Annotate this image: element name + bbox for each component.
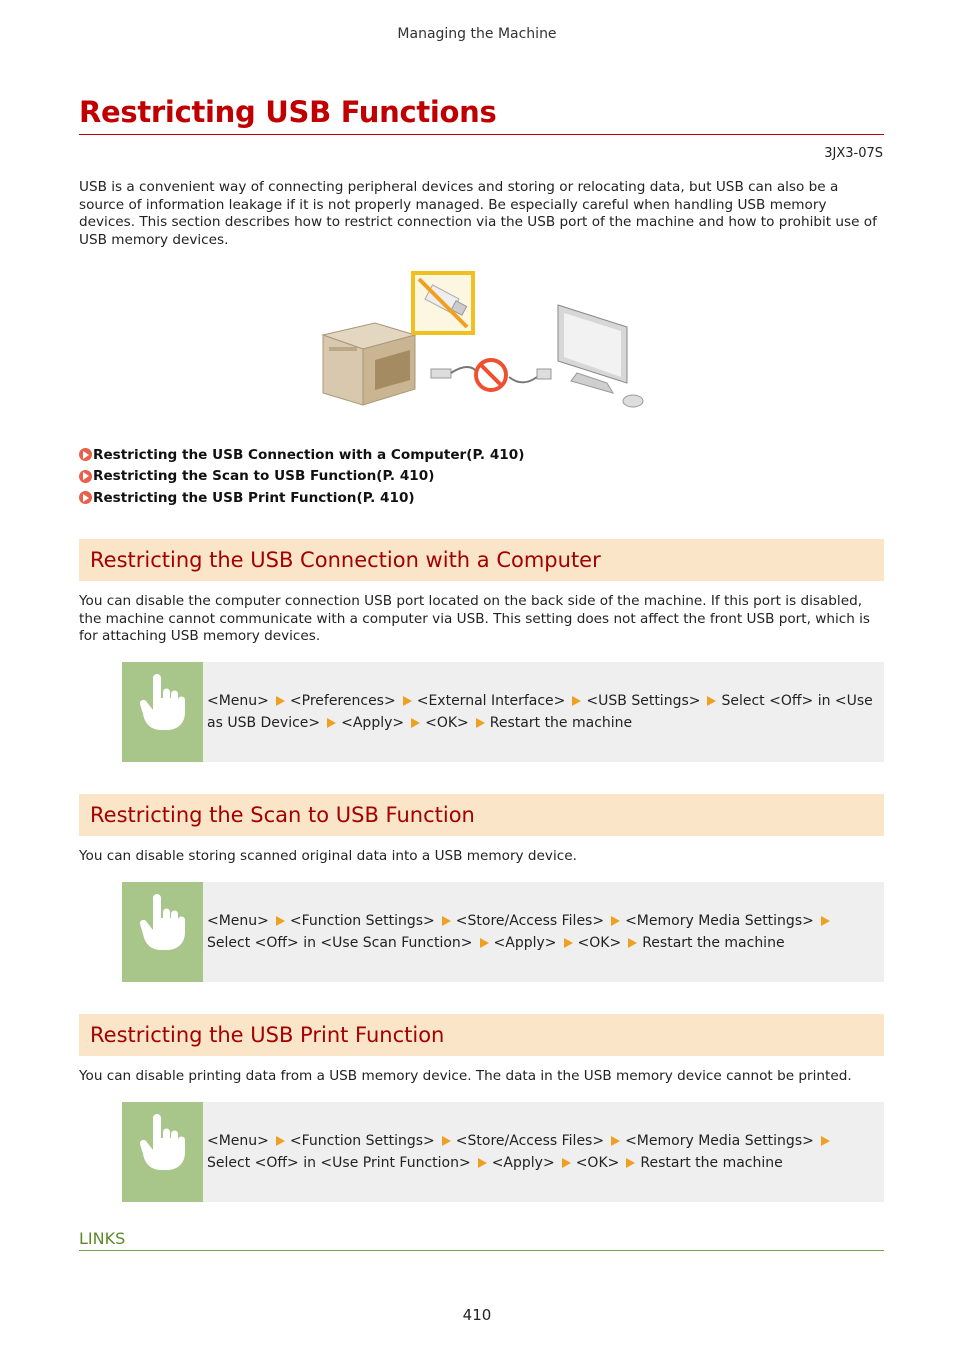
triangle-right-icon [626,1158,635,1168]
triangle-right-icon [411,718,420,728]
triangle-right-icon [707,696,716,706]
illustration-svg [315,265,650,415]
triangle-right-icon [562,1158,571,1168]
step: <Apply> [341,715,405,731]
circle-arrow-icon [79,491,92,504]
triangle-right-icon [476,718,485,728]
step: <Store/Access Files> [455,1133,605,1149]
step: <OK> [425,715,469,731]
triangle-right-icon [821,916,830,926]
page-title: Restricting USB Functions [79,94,884,135]
triangle-right-icon [611,1136,620,1146]
step: Select <Off> in <Use as USB Device> [207,693,873,731]
section-description: You can disable the computer connection USB port located on the back side of the machine. If this port is disabled, the machine cannot communicate with a computer via USB. This setting does not affect the front USB port, which is for attaching USB memory devices. [79,593,871,644]
step: <Function Settings> [289,1133,435,1149]
step: <Function Settings> [289,913,435,929]
toc-link-label[interactable]: Restricting the USB Connection with a Computer(P. 410) [93,446,525,463]
running-header: Managing the Machine [397,26,557,42]
circle-arrow-icon [79,448,92,461]
step: Restart the machine [640,1155,783,1171]
toc-link-scan-to-usb[interactable] [79,466,524,488]
hand-pointer-icon [122,882,203,982]
step: <Menu> [207,1133,269,1149]
step: Restart the machine [642,935,785,951]
hand-pointer-icon [122,1102,203,1202]
monitor-icon [558,305,643,407]
usb-stick-prohibited-icon [413,273,473,333]
triangle-right-icon [478,1158,487,1168]
toc-link-usb-print[interactable] [79,487,524,509]
step: <Menu> [207,913,269,929]
triangle-right-icon [442,1136,451,1146]
triangle-right-icon [403,696,412,706]
toc-link-usb-connection[interactable] [79,444,524,466]
step: <Memory Media Settings> [625,1133,814,1149]
triangle-right-icon [276,696,285,706]
step: <Apply> [493,935,557,951]
triangle-right-icon [821,1136,830,1146]
page-number: 410 [462,1306,492,1324]
step: <Apply> [491,1155,555,1171]
usb-restriction-illustration [315,265,650,415]
links-heading: LINKS [79,1229,884,1251]
procedure-box [122,662,884,762]
procedure-box [122,882,884,982]
step: <Store/Access Files> [455,913,605,929]
section-heading-scan-to-usb: Restricting the Scan to USB Function [79,794,884,836]
toc-link-label[interactable]: Restricting the USB Print Function(P. 410) [93,489,415,506]
triangle-right-icon [628,938,637,948]
procedure-steps [203,882,884,982]
triangle-right-icon [480,938,489,948]
step: Select <Off> in <Use Print Function> [207,1155,471,1171]
section-heading-usb-print: Restricting the USB Print Function [79,1014,884,1056]
triangle-right-icon [276,916,285,926]
step: <Memory Media Settings> [625,913,814,929]
no-symbol-icon [476,360,506,390]
triangle-right-icon [276,1136,285,1146]
step: <OK> [577,935,622,951]
step: <External Interface> [416,693,566,709]
step: <OK> [575,1155,620,1171]
toc-list [79,444,524,509]
procedure-steps [203,1102,884,1202]
intro-paragraph: USB is a convenient way of connecting peripheral devices and storing or relocating data, but USB can also be a source of information leakage if it is not properly managed. Be especially careful when handling USB memory devices. This section describes how to restrict connection via the USB port of the machine and how to prohibit use of USB memory devices. [79,179,877,248]
section-heading-usb-connection: Restricting the USB Connection with a Computer [79,539,884,581]
section-description: You can disable storing scanned original data into a USB memory device. [79,848,577,864]
triangle-right-icon [442,916,451,926]
procedure-box [122,1102,884,1202]
toc-link-label[interactable]: Restricting the Scan to USB Function(P. 410) [93,468,435,485]
printer-icon [323,323,415,405]
procedure-steps [203,662,884,762]
circle-arrow-icon [79,470,92,483]
triangle-right-icon [327,718,336,728]
step: <Preferences> [289,693,396,709]
step: Select <Off> in <Use Scan Function> [207,935,473,951]
triangle-right-icon [564,938,573,948]
hand-pointer-icon [122,662,203,762]
step: <Menu> [207,693,269,709]
document-id: 3JX3-07S [824,146,883,161]
triangle-right-icon [611,916,620,926]
triangle-right-icon [572,696,581,706]
step: Restart the machine [489,715,633,731]
step: <USB Settings> [586,693,701,709]
section-description: You can disable printing data from a USB memory device. The data in the USB memory device cannot be printed. [79,1068,852,1084]
